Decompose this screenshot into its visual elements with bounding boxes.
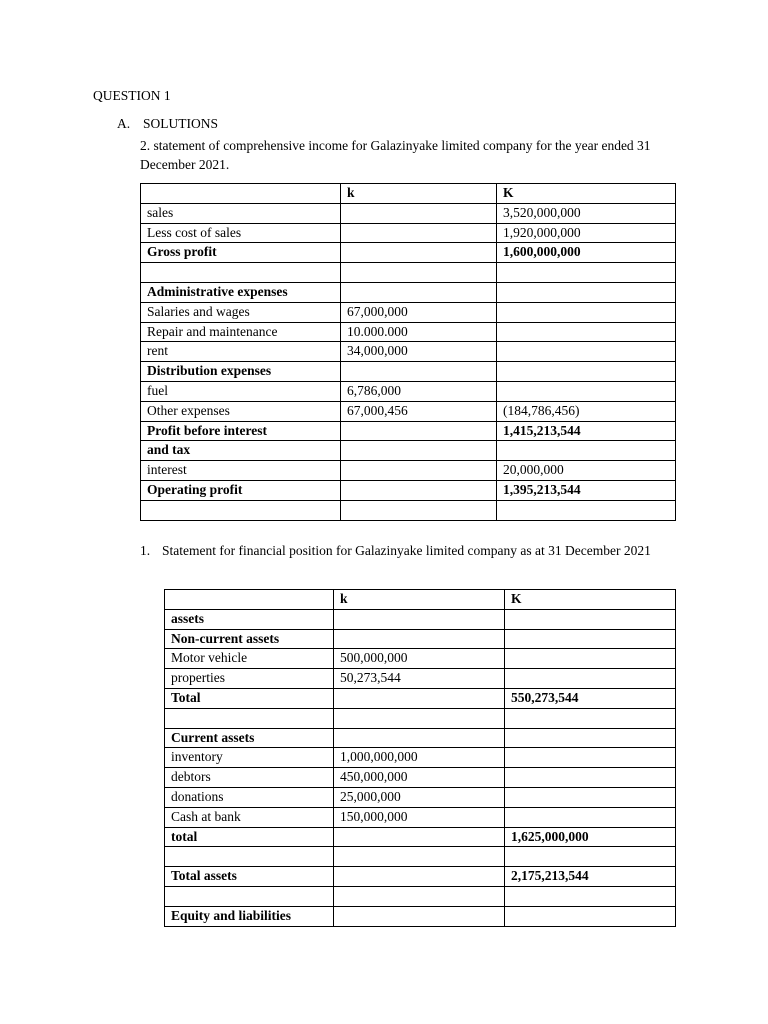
table-row: [165, 827, 676, 847]
k-value: 25,000,000: [334, 787, 505, 807]
k-value: [334, 847, 505, 867]
k-value: 34,000,000: [341, 342, 497, 362]
K-value: [497, 441, 676, 461]
k-value: [334, 629, 505, 649]
table-row: [141, 500, 676, 520]
k-value: [341, 223, 497, 243]
row-label: Total assets: [165, 867, 334, 887]
section-label: SOLUTIONS: [143, 116, 219, 131]
k-value: [334, 827, 505, 847]
table-row: [141, 381, 676, 401]
K-value: 3,520,000,000: [497, 203, 676, 223]
row-label: donations: [165, 787, 334, 807]
K-value: [497, 381, 676, 401]
table-row: [165, 906, 676, 926]
table-row: [141, 282, 676, 302]
column-header: k: [341, 184, 497, 204]
row-label: Distribution expenses: [141, 362, 341, 382]
K-value: [497, 322, 676, 342]
column-header: [141, 184, 341, 204]
row-label: Administrative expenses: [141, 282, 341, 302]
column-header: K: [497, 184, 676, 204]
K-value: [505, 649, 676, 669]
row-label: [141, 500, 341, 520]
K-value: (184,786,456): [497, 401, 676, 421]
table-row: [165, 787, 676, 807]
row-label: sales: [141, 203, 341, 223]
financial-position-table: [164, 589, 676, 927]
K-value: 1,920,000,000: [497, 223, 676, 243]
column-header: [165, 590, 334, 610]
k-value: [334, 867, 505, 887]
K-value: [505, 748, 676, 768]
table-row: [141, 263, 676, 283]
row-label: Repair and maintenance: [141, 322, 341, 342]
K-value: 550,273,544: [505, 688, 676, 708]
K-value: 1,625,000,000: [505, 827, 676, 847]
row-label: Non-current assets: [165, 629, 334, 649]
table-header-row: [165, 590, 676, 610]
row-label: Equity and liabilities: [165, 906, 334, 926]
income-statement-caption: 2. statement of comprehensive income for Galazinyake limited company for the year ended 31 December 2021.: [140, 138, 651, 172]
table-row: [165, 629, 676, 649]
k-value: [334, 708, 505, 728]
K-value: [497, 342, 676, 362]
K-value: [497, 282, 676, 302]
K-value: 1,415,213,544: [497, 421, 676, 441]
table-row: [141, 243, 676, 263]
table-row: [165, 847, 676, 867]
table-row: [165, 748, 676, 768]
row-label: total: [165, 827, 334, 847]
K-value: [505, 708, 676, 728]
row-label: and tax: [141, 441, 341, 461]
K-value: 1,600,000,000: [497, 243, 676, 263]
row-label: [165, 886, 334, 906]
row-label: Current assets: [165, 728, 334, 748]
K-value: [497, 302, 676, 322]
K-value: 1,395,213,544: [497, 480, 676, 500]
table-row: [165, 669, 676, 689]
column-header: K: [505, 590, 676, 610]
table-row: [165, 768, 676, 788]
row-label: Motor vehicle: [165, 649, 334, 669]
K-value: [505, 609, 676, 629]
table-row: [165, 649, 676, 669]
k-value: [341, 441, 497, 461]
row-label: [141, 263, 341, 283]
row-label: Cash at bank: [165, 807, 334, 827]
row-label: inventory: [165, 748, 334, 768]
table-header-row: [141, 184, 676, 204]
k-value: [341, 243, 497, 263]
K-value: 2,175,213,544: [505, 867, 676, 887]
section-marker: A.: [117, 116, 131, 131]
K-value: [505, 906, 676, 926]
k-value: [334, 609, 505, 629]
table-row: [165, 688, 676, 708]
table-row: [141, 362, 676, 382]
K-value: [505, 787, 676, 807]
table-row: [165, 886, 676, 906]
row-label: Gross profit: [141, 243, 341, 263]
table-row: [165, 609, 676, 629]
question-heading: QUESTION 1: [93, 88, 171, 103]
k-value: [341, 263, 497, 283]
table-row: [165, 728, 676, 748]
k-value: 6,786,000: [341, 381, 497, 401]
row-label: interest: [141, 461, 341, 481]
k-value: [334, 906, 505, 926]
row-label: [165, 847, 334, 867]
table-row: [141, 223, 676, 243]
K-value: [505, 807, 676, 827]
k-value: 10.000.000: [341, 322, 497, 342]
row-label: properties: [165, 669, 334, 689]
table-row: [141, 480, 676, 500]
row-label: Salaries and wages: [141, 302, 341, 322]
k-value: 450,000,000: [334, 768, 505, 788]
k-value: [341, 480, 497, 500]
table-row: [141, 322, 676, 342]
k-value: 50,273,544: [334, 669, 505, 689]
row-label: Other expenses: [141, 401, 341, 421]
financial-position-caption-text: Statement for financial position for Galazinyake limited company as at 31 December 2021: [162, 543, 651, 558]
k-value: 67,000,456: [341, 401, 497, 421]
k-value: [341, 461, 497, 481]
k-value: 500,000,000: [334, 649, 505, 669]
k-value: [341, 500, 497, 520]
row-label: Total: [165, 688, 334, 708]
section-title: [117, 116, 218, 132]
K-value: [505, 728, 676, 748]
row-label: Profit before interest: [141, 421, 341, 441]
K-value: 20,000,000: [497, 461, 676, 481]
income-statement-table: [140, 183, 676, 521]
row-label: Operating profit: [141, 480, 341, 500]
k-value: [341, 362, 497, 382]
column-header: k: [334, 590, 505, 610]
row-label: assets: [165, 609, 334, 629]
k-value: 1,000,000,000: [334, 748, 505, 768]
K-value: [505, 886, 676, 906]
table-row: [141, 203, 676, 223]
K-value: [505, 847, 676, 867]
row-label: debtors: [165, 768, 334, 788]
K-value: [505, 669, 676, 689]
table-row: [141, 302, 676, 322]
k-value: [334, 688, 505, 708]
row-label: [165, 708, 334, 728]
k-value: [341, 282, 497, 302]
K-value: [497, 500, 676, 520]
table-row: [141, 342, 676, 362]
table-row: [141, 461, 676, 481]
financial-position-caption: [140, 541, 660, 560]
k-value: 67,000,000: [341, 302, 497, 322]
K-value: [505, 768, 676, 788]
list-marker: 1.: [140, 543, 151, 558]
K-value: [497, 263, 676, 283]
K-value: [505, 629, 676, 649]
k-value: 150,000,000: [334, 807, 505, 827]
row-label: rent: [141, 342, 341, 362]
row-label: fuel: [141, 381, 341, 401]
k-value: [341, 203, 497, 223]
k-value: [334, 728, 505, 748]
table-row: [165, 807, 676, 827]
row-label: Less cost of sales: [141, 223, 341, 243]
table-row: [165, 867, 676, 887]
k-value: [341, 421, 497, 441]
table-row: [141, 401, 676, 421]
table-row: [141, 421, 676, 441]
table-row: [141, 441, 676, 461]
k-value: [334, 886, 505, 906]
K-value: [497, 362, 676, 382]
table-row: [165, 708, 676, 728]
